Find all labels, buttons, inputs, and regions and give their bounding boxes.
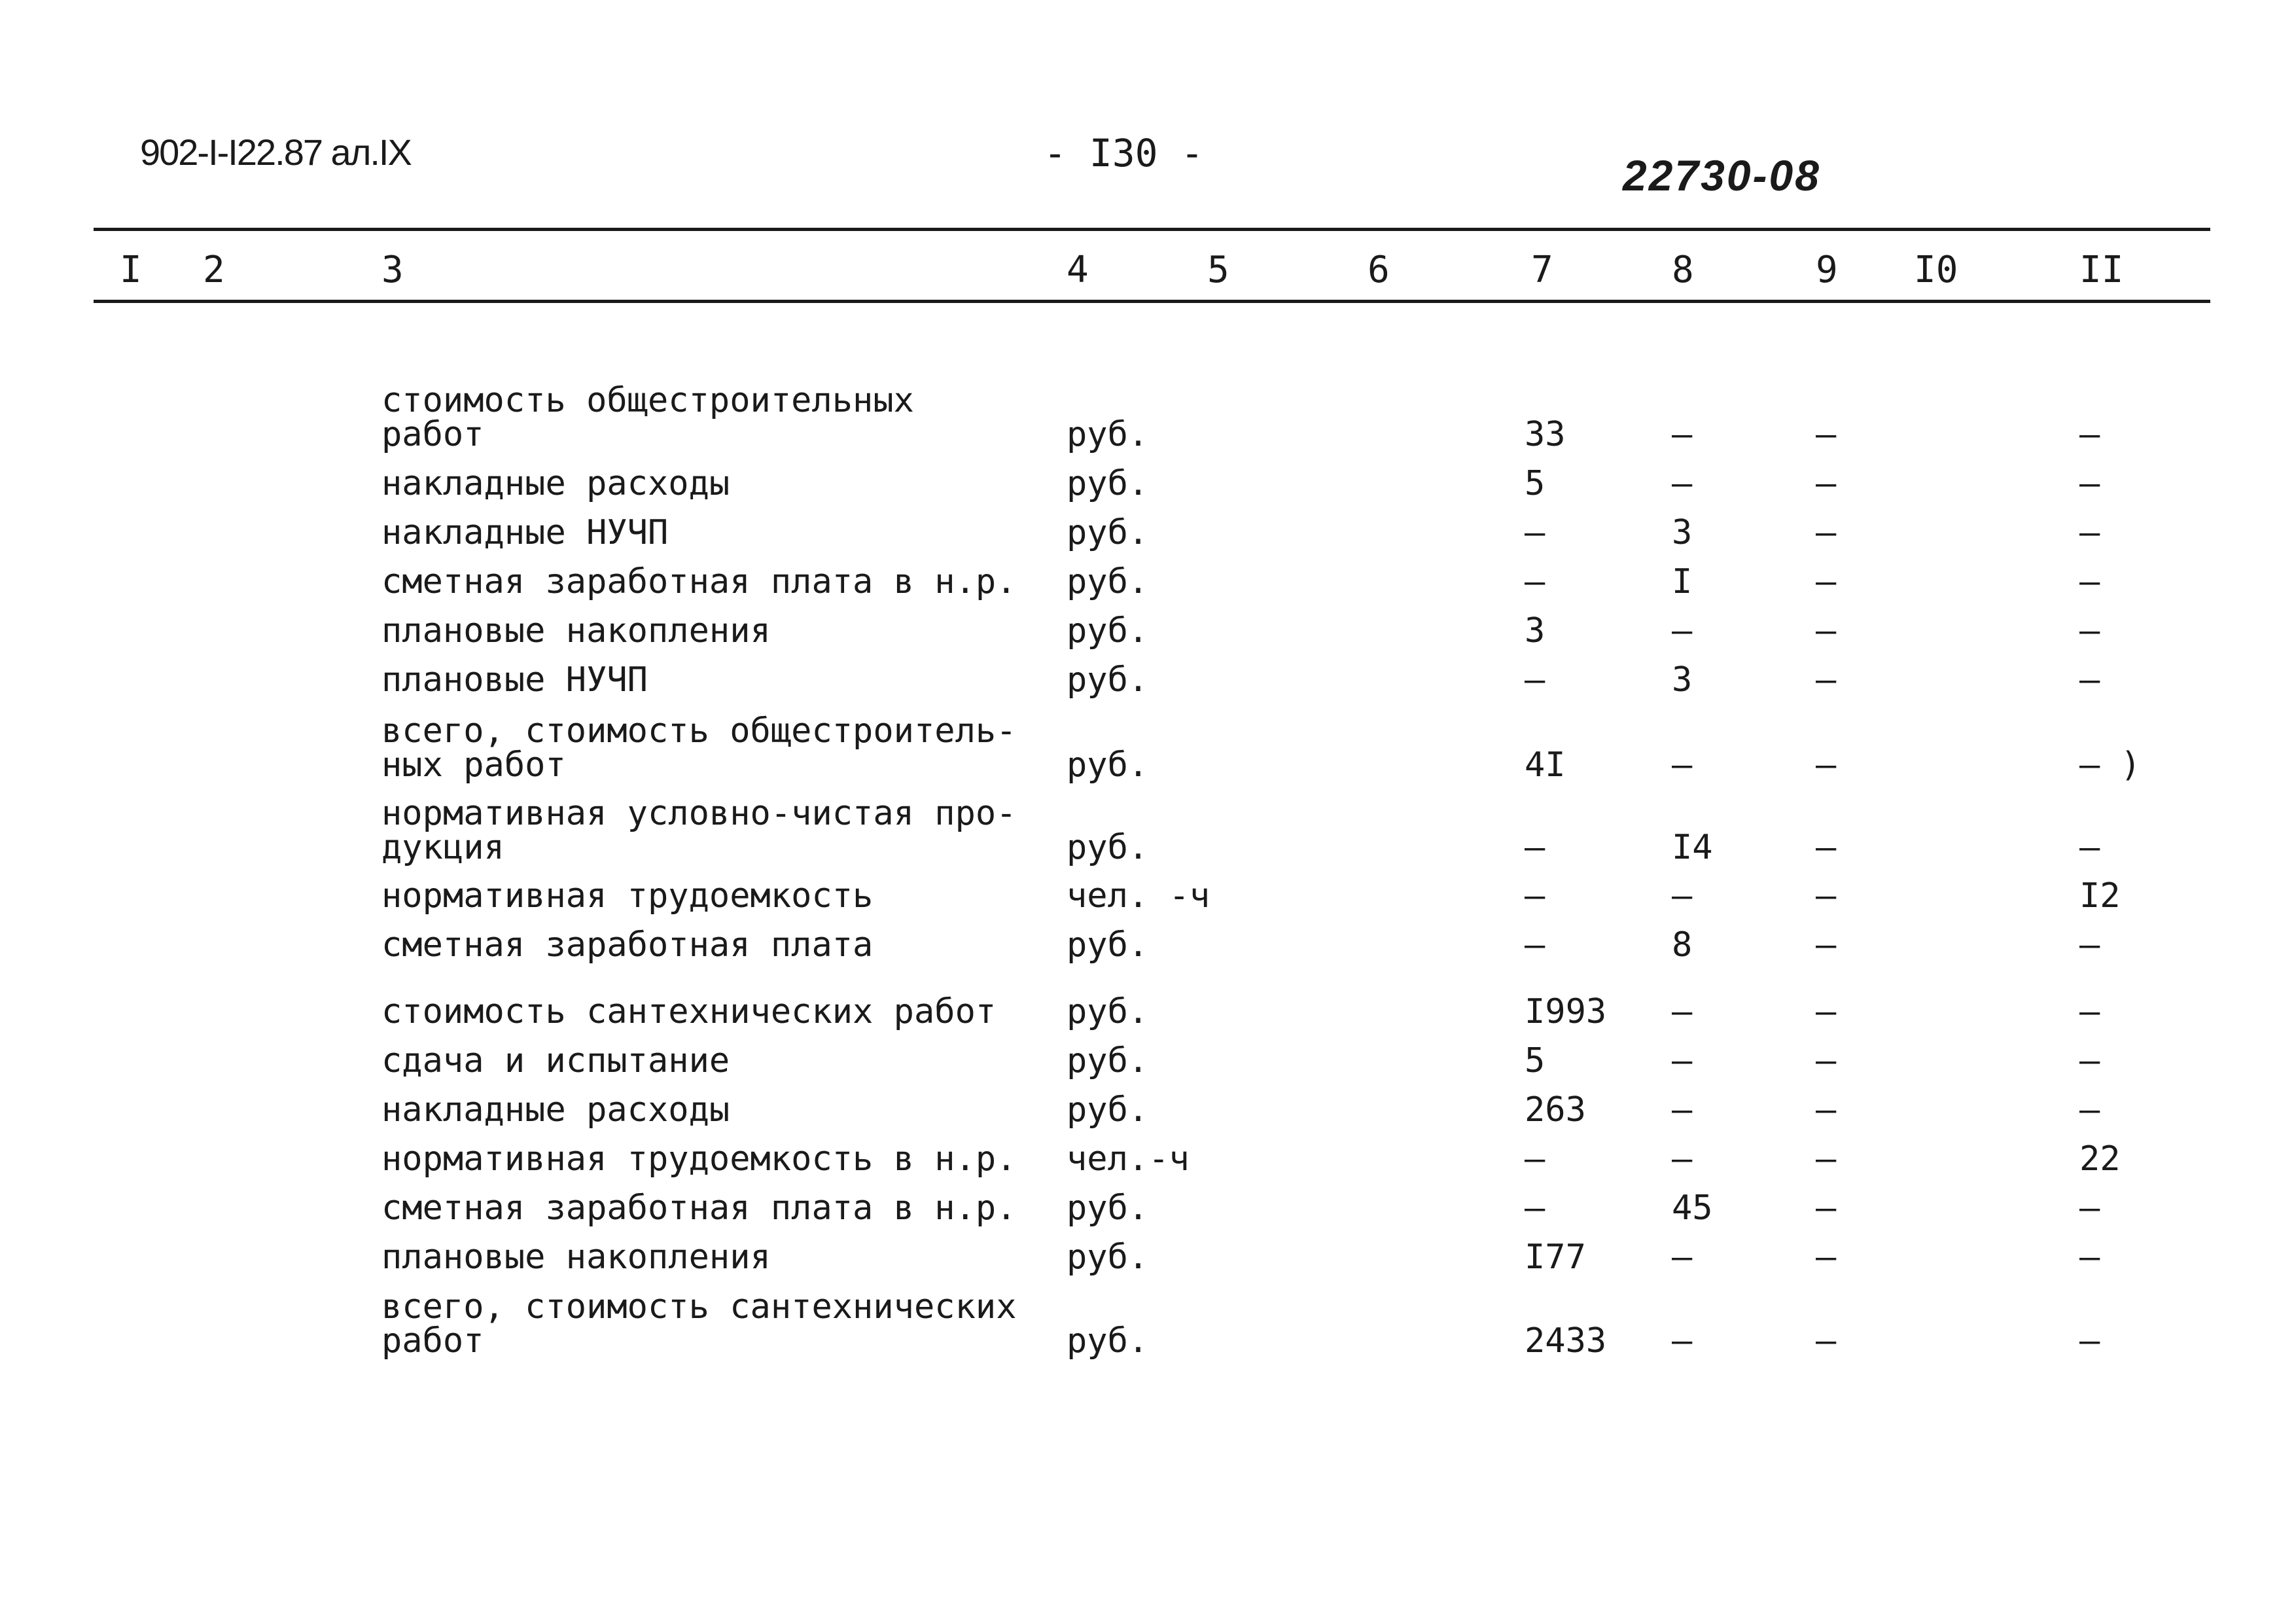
row-col11: 22 (2079, 1139, 2121, 1179)
row-col7: 263 (1525, 1090, 1586, 1130)
table-row (0, 501, 2296, 550)
row-description: нормативная трудоемкость (381, 876, 874, 916)
row-description: накладные расходы (381, 1090, 730, 1130)
row-col9: – (1816, 925, 1837, 965)
row-col11: – (2079, 992, 2100, 1031)
document-id: 22730-08 (1623, 151, 1821, 200)
row-col7: 5 (1525, 464, 1545, 503)
row-col7: – (1525, 660, 1545, 700)
row-unit: руб. (1067, 1041, 1149, 1080)
row-col11: – (2079, 1321, 2100, 1361)
table-row (0, 1078, 2296, 1130)
row-col9: – (1816, 992, 1837, 1031)
row-col7: – (1525, 828, 1545, 867)
row-description: накладные расходы (381, 464, 730, 503)
row-col7: 5 (1525, 1041, 1545, 1080)
column-number: 4 (1067, 249, 1089, 291)
row-description: сметная заработная плата в н.р. (381, 562, 1017, 601)
table-row (0, 599, 2296, 651)
row-col9: – (1816, 513, 1837, 552)
row-col9: – (1816, 464, 1837, 503)
row-col8: – (1672, 1041, 1693, 1080)
row-unit: руб. (1067, 513, 1149, 552)
row-col8: – (1672, 415, 1693, 454)
table-row (0, 648, 2296, 700)
row-col8: I (1672, 562, 1693, 601)
row-col11: – ) (2079, 745, 2141, 785)
column-number: 7 (1531, 249, 1553, 291)
table-row (0, 370, 2296, 452)
row-unit: чел.-ч (1067, 1139, 1190, 1179)
row-col9: – (1816, 828, 1837, 867)
row-col11: – (2079, 925, 2100, 965)
row-description: плановые накопления (381, 1238, 771, 1277)
row-col9: – (1816, 1238, 1837, 1277)
row-col8: – (1672, 464, 1693, 503)
row-col7: I77 (1525, 1238, 1586, 1277)
row-col11: – (2079, 1041, 2100, 1080)
row-col8: – (1672, 611, 1693, 651)
row-col8: – (1672, 745, 1693, 785)
table-row (0, 1276, 2296, 1361)
row-unit: руб. (1067, 1090, 1149, 1130)
row-col7: 33 (1525, 415, 1566, 454)
row-unit: руб. (1067, 660, 1149, 700)
row-description: плановые НУЧП (381, 660, 648, 700)
row-col9: – (1816, 660, 1837, 700)
column-number: 3 (381, 249, 404, 291)
row-col11: – (2079, 660, 2100, 700)
row-col9: – (1816, 1188, 1837, 1228)
row-unit: руб. (1067, 745, 1149, 785)
row-col11: – (2079, 611, 2100, 651)
row-col11: – (2079, 562, 2100, 601)
row-unit: руб. (1067, 415, 1149, 454)
row-unit: руб. (1067, 925, 1149, 965)
row-unit: руб. (1067, 464, 1149, 503)
row-col7: – (1525, 876, 1545, 916)
row-unit: руб. (1067, 562, 1149, 601)
table-row (0, 913, 2296, 965)
row-col8: – (1672, 992, 1693, 1031)
row-col9: – (1816, 1321, 1837, 1361)
row-col8: – (1672, 1321, 1693, 1361)
row-col7: – (1525, 562, 1545, 601)
row-col7: – (1525, 513, 1545, 552)
header-rule (94, 300, 2210, 303)
row-col8: 3 (1672, 660, 1693, 700)
row-col8: – (1672, 876, 1693, 916)
row-unit: руб. (1067, 828, 1149, 867)
row-col11: – (2079, 415, 2100, 454)
row-col8: I4 (1672, 828, 1713, 867)
row-col7: – (1525, 1139, 1545, 1179)
row-col11: – (2079, 513, 2100, 552)
row-col9: – (1816, 611, 1837, 651)
row-col11: – (2079, 1238, 2100, 1277)
row-description: сдача и испытание (381, 1041, 730, 1080)
column-number: 2 (203, 249, 225, 291)
row-col7: 4I (1525, 745, 1566, 785)
row-col7: – (1525, 925, 1545, 965)
row-col7: 3 (1525, 611, 1545, 651)
row-col9: – (1816, 745, 1837, 785)
row-col7: 2433 (1525, 1321, 1607, 1361)
row-col9: – (1816, 876, 1837, 916)
row-col8: – (1672, 1090, 1693, 1130)
column-number: I0 (1914, 249, 1958, 291)
row-col8: – (1672, 1139, 1693, 1179)
column-number: II (2079, 249, 2124, 291)
column-number: 5 (1207, 249, 1229, 291)
row-col9: – (1816, 415, 1837, 454)
table-row (0, 700, 2296, 785)
row-col8: 8 (1672, 925, 1693, 965)
row-description: всего, стоимость сантехнических работ (381, 1287, 1017, 1361)
top-rule (94, 228, 2210, 231)
row-unit: руб. (1067, 1321, 1149, 1361)
row-col9: – (1816, 562, 1837, 601)
column-number: 6 (1368, 249, 1390, 291)
row-description: сметная заработная плата в н.р. (381, 1188, 1017, 1228)
row-col8: 45 (1672, 1188, 1713, 1228)
table-row (0, 864, 2296, 916)
table-row (0, 1127, 2296, 1179)
row-unit: руб. (1067, 992, 1149, 1031)
row-description: плановые накопления (381, 611, 771, 651)
document-code: 902-I-I22.87 ал.IX (140, 132, 411, 173)
row-col7: – (1525, 1188, 1545, 1228)
row-col11: I2 (2079, 876, 2121, 916)
row-unit: руб. (1067, 1188, 1149, 1228)
row-description: накладные НУЧП (381, 513, 669, 552)
table-row (0, 452, 2296, 501)
column-number: 8 (1672, 249, 1694, 291)
row-description: нормативная условно-чистая про- дукция (381, 794, 1017, 867)
row-unit: руб. (1067, 611, 1149, 651)
table-row (0, 980, 2296, 1029)
table-row (0, 550, 2296, 599)
row-col11: – (2079, 1188, 2100, 1228)
row-col8: 3 (1672, 513, 1693, 552)
row-description: стоимость сантехнических работ (381, 992, 997, 1031)
table-row (0, 1225, 2296, 1277)
row-description: сметная заработная плата (381, 925, 874, 965)
table-row (0, 1176, 2296, 1228)
row-unit: руб. (1067, 1238, 1149, 1277)
row-col11: – (2079, 464, 2100, 503)
column-number: I (120, 249, 142, 291)
row-col11: – (2079, 1090, 2100, 1130)
row-description: нормативная трудоемкость в н.р. (381, 1139, 1017, 1179)
row-unit: чел. -ч (1067, 876, 1210, 916)
row-col7: I993 (1525, 992, 1607, 1031)
row-description: стоимость общестроительных работ (381, 381, 914, 454)
row-description: всего, стоимость общестроитель- ных работ (381, 711, 1017, 785)
row-col9: – (1816, 1139, 1837, 1179)
column-number: 9 (1816, 249, 1838, 291)
table-row (0, 783, 2296, 865)
row-col8: – (1672, 1238, 1693, 1277)
row-col9: – (1816, 1041, 1837, 1080)
row-col11: – (2079, 828, 2100, 867)
page-number: - I30 - (1044, 131, 1204, 175)
row-col9: – (1816, 1090, 1837, 1130)
table-row (0, 1029, 2296, 1078)
